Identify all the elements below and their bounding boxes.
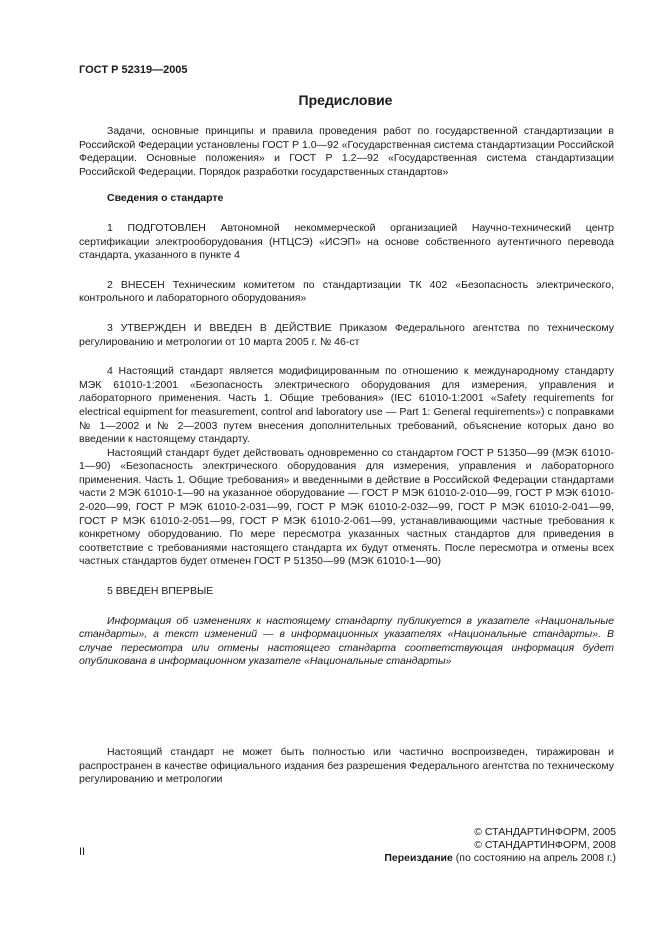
item-4-continuation: Настоящий стандарт будет действовать одновременно со стандартом ГОСТ Р 51350—99 (МЭК 61010-1—90) «Безопасность электрического оборудования для измерения, управления и лабораторного применения. Часть 1. Общие требования» и введенными в действие в Российской Федерации стандартами части 2 МЭК 61010-1—90 на указанное оборудование — ГОСТ Р МЭК 61010-2-010—99, ГОСТ Р МЭК 61010-2-020—99, ГОСТ Р МЭК 61010-2-031—99, ГОСТ Р МЭК 61010-2-032—99, ГОСТ Р МЭК 61010-2-041—99, ГОСТ Р МЭК 61010-2-051—99, ГОСТ Р МЭК 61010-2-061—99, устанавливающими частные требования к конкретному оборудованию. По мере пересмотра указанных частных стандартов для приведения в соответствие с требованиями настоящего стандарта их будут отменять. После пересмотра и отмены всех частных стандартов будет отменен ГОСТ Р 51350—99 (МЭК 61010-1—90) — [79, 446, 614, 568]
copyright-block — [384, 826, 616, 865]
page-title: Предисловие — [298, 92, 393, 108]
section-subheading: Сведения о стандарте — [107, 192, 224, 205]
changes-info-note: Информация об изменениях к настоящему стандарту публикуется в указателе «Национальные стандарты», а текст изменений — в информационных указателях «Национальные стандарты». В случае пересмотра или отмены настоящего стандарта соответствующая информация будет опубликована в информационном указателе «Национальные стандарты» — [79, 614, 614, 668]
item-4: 4 Настоящий стандарт является модифицированным по отношению к международному стандарту МЭК 61010-1:2001 «Безопасность электрического оборудования для измерения, управления и лабораторного применения. Часть 1. Общие требования» (IEC 61010-1:2001 «Safety requirements for electrical equipment for measurement, control and laboratory use — Part 1: General requirements») с поправками № 1—2002 и № 2—2003 путем внесения дополнительных требований, объяснение которых дано во введении к настоящему стандарту. — [79, 365, 614, 446]
reissue-line — [384, 852, 616, 865]
reproduction-notice-text: Настоящий стандарт не может быть полностью или частично воспроизведен, тиражирован и распространен в качестве официального издания без разрешения Федерального агентства по техническому регулированию и метрологии — [79, 746, 614, 786]
reissue-text: (по состоянию на апрель 2008 г.) — [452, 852, 616, 864]
item-2: 2 ВНЕСЕН Техническим комитетом по стандартизации ТК 402 «Безопасность электрического, контрольного и лабораторного оборудования» — [79, 278, 614, 305]
item-1: 1 ПОДГОТОВЛЕН Автономной некоммерческой организацией Научно-технический центр сертификации электрооборудования (НТЦСЭ) «ИСЭП» на основе собственного аутентичного перевода стандарта, указанного в пункте 4 — [79, 221, 614, 262]
page-number: II — [79, 846, 86, 858]
item-5: 5 ВВЕДЕН ВПЕРВЫЕ — [107, 585, 214, 598]
intro-paragraph: Задачи, основные принципы и правила проведения работ по государственной стандартизации в Российской Федерации установлены ГОСТ Р 1.0—92 «Государственная система стандартизации Российской Федерации. Основные положения» и ГОСТ Р 1.2—92 «Государственная система стандартизации Российской Федерации. Порядок разработки государственных стандартов» — [79, 125, 614, 178]
document-code: ГОСТ Р 52319—2005 — [79, 64, 188, 76]
foreword-body — [79, 125, 614, 669]
copyright-line-2: © СТАНДАРТИНФОРМ, 2008 — [474, 839, 616, 851]
reissue-label: Переиздание — [384, 852, 453, 864]
item-3: 3 УТВЕРЖДЕН И ВВЕДЕН В ДЕЙСТВИЕ Приказом Федерального агентства по техническому регулированию и метрологии от 10 марта 2005 г. № 46-ст — [79, 321, 614, 348]
reproduction-notice — [79, 746, 614, 787]
copyright-line-1: © СТАНДАРТИНФОРМ, 2005 — [474, 826, 616, 838]
